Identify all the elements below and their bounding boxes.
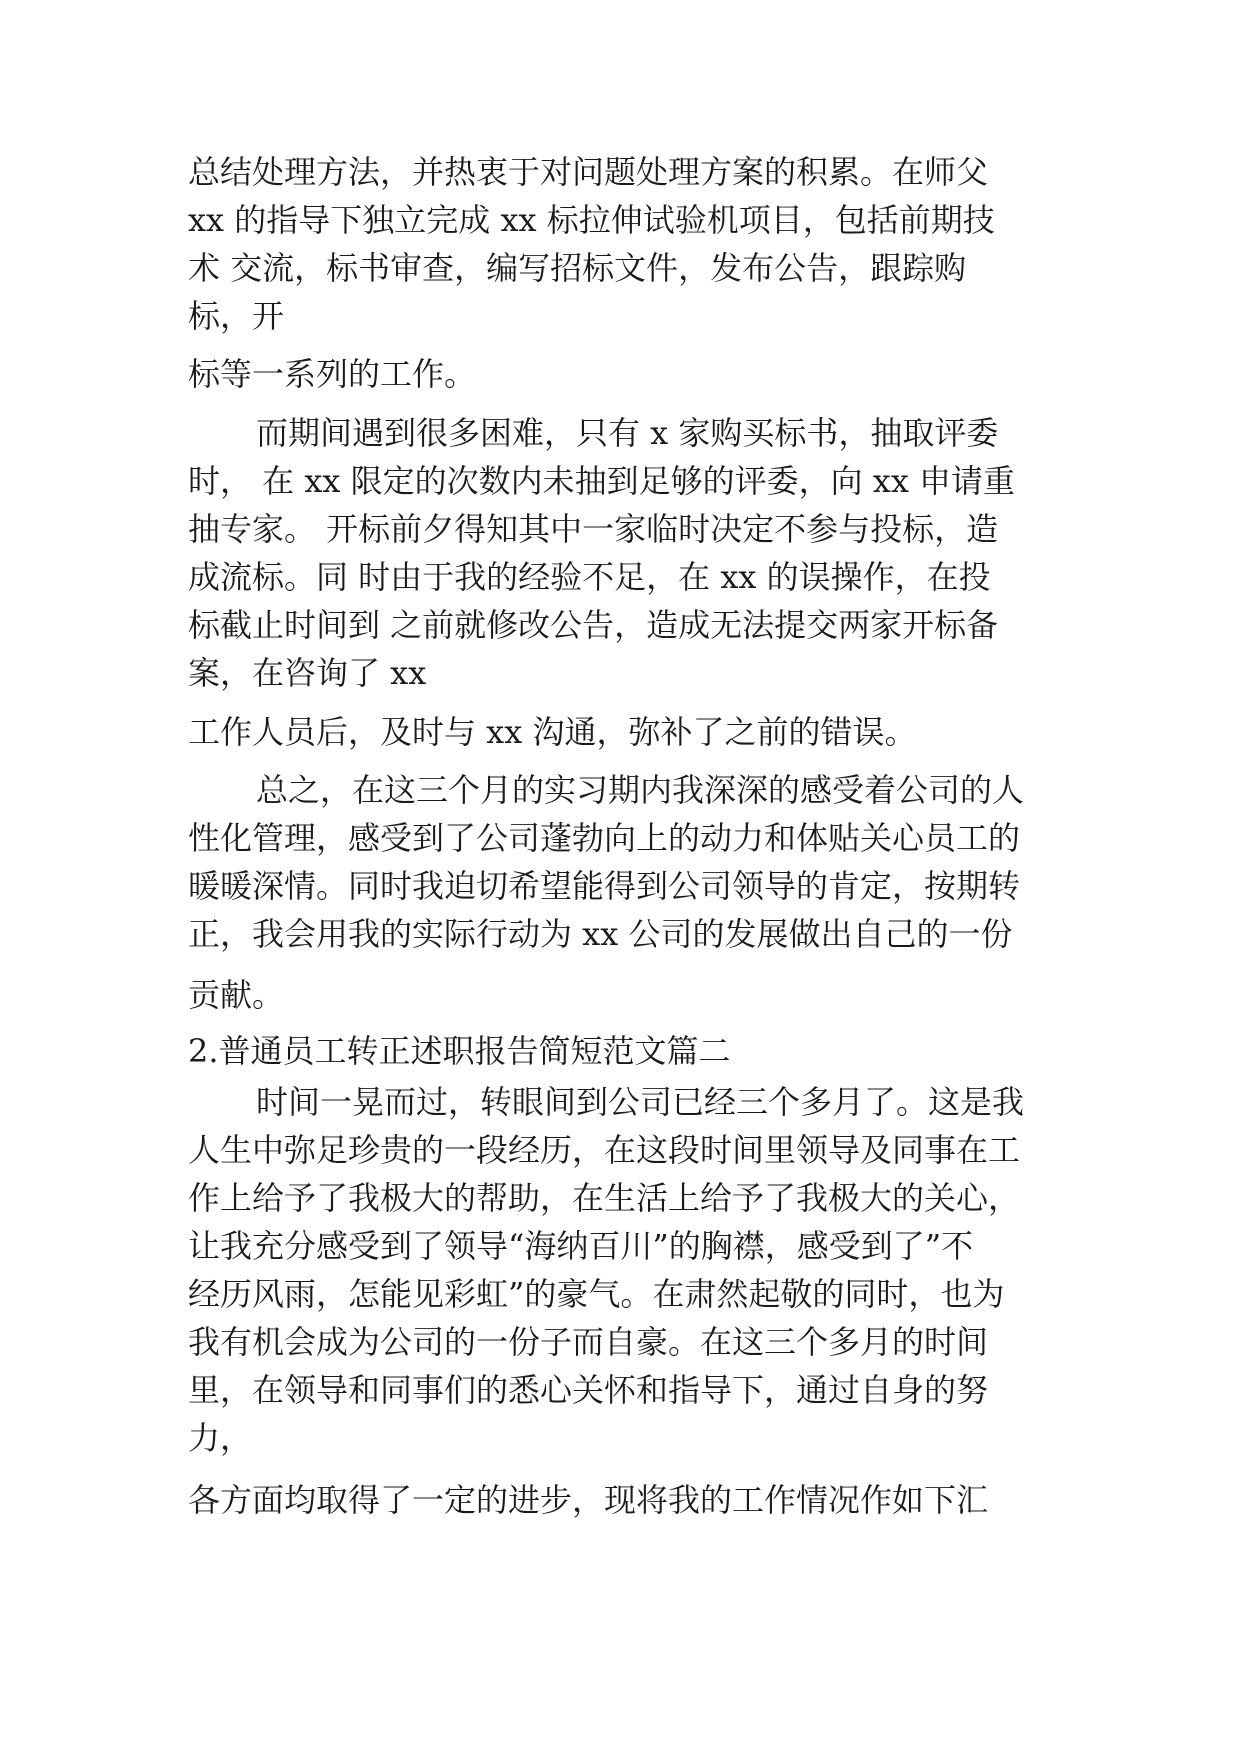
- text-line: 术 交流，标书审查，编写招标文件，发布公告，跟踪购: [188, 249, 967, 287]
- text-line: 作上给予了我极大的帮助，在生活上给予了我极大的关心，: [188, 1179, 1021, 1217]
- section-heading: 2.普通员工转正述职报告简短范文篇二: [188, 1032, 731, 1070]
- paragraph-first-line: 时间一晃而过，转眼间到公司已经三个多月了。这是我: [256, 1083, 1025, 1121]
- paragraph-first-line: 而期间遇到很多困难，只有 x 家购买标书，抽取评委: [256, 414, 999, 452]
- text-line: 抽专家。 开标前夕得知其中一家临时决定不参与投标，造: [188, 510, 999, 548]
- text-line: 总结处理方法，并热衷于对问题处理方案的积累。在师父: [188, 153, 989, 191]
- text-line: 标，开: [188, 297, 285, 335]
- text-line: 正，我会用我的实际行动为 xx 公司的发展做出自己的一份: [188, 915, 1013, 953]
- text-line: 人生中弥足珍贵的一段经历，在这段时间里领导及同事在工: [188, 1131, 1021, 1169]
- text-line: 案，在咨询了 xx: [188, 654, 427, 692]
- text-line: 成流标。同 时由于我的经验不足，在 xx 的误操作，在投: [188, 558, 991, 596]
- text-line: 我有机会成为公司的一份子而自豪。在这三个多月的时间: [188, 1323, 989, 1361]
- text-line: 标等一系列的工作。: [188, 355, 477, 393]
- text-line: 时， 在 xx 限定的次数内未抽到足够的评委，向 xx 申请重: [188, 462, 1016, 500]
- text-line: xx 的指导下独立完成 xx 标拉伸试验机项目，包括前期技: [188, 201, 995, 239]
- text-line: 工作人员后，及时与 xx 沟通，弥补了之前的错误。: [188, 713, 917, 751]
- paragraph-first-line: 总之，在这三个月的实习期内我深深的感受着公司的人: [256, 771, 1025, 809]
- text-line: 经历风雨，怎能见彩虹”的豪气。在肃然起敬的同时，也为: [188, 1275, 1005, 1313]
- text-line: 性化管理，感受到了公司蓬勃向上的动力和体贴关心员工的: [188, 819, 1021, 857]
- text-line: 标截止时间到 之前就修改公告，造成无法提交两家开标备: [188, 606, 999, 644]
- text-line: 让我充分感受到了领导“海纳百川”的胸襟，感受到了”不: [188, 1227, 974, 1265]
- text-line: 各方面均取得了一定的进步，现将我的工作情况作如下汇: [188, 1481, 989, 1519]
- text-line: 暖暖深情。同时我迫切希望能得到公司领导的肯定，按期转: [188, 867, 1021, 905]
- text-line: 里，在领导和同事们的悉心关怀和指导下，通过自身的努: [188, 1371, 989, 1409]
- text-line: 力，: [188, 1419, 253, 1457]
- text-line: 贡献。: [188, 976, 285, 1014]
